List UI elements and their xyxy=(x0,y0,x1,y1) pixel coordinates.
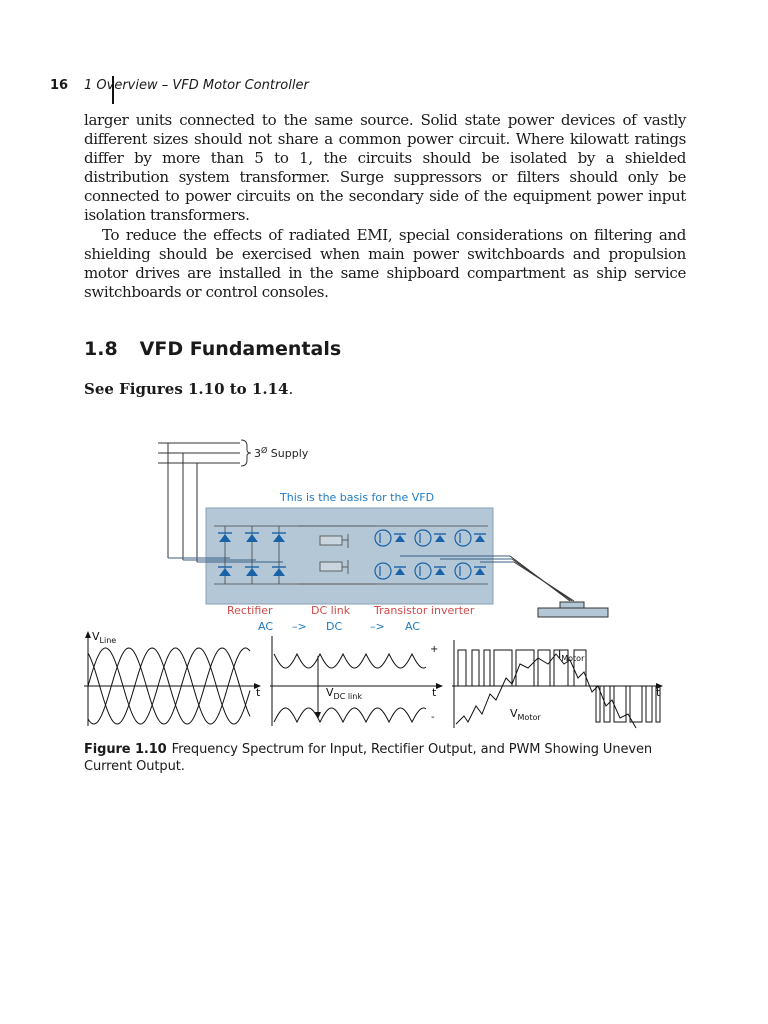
body-paragraph-1: larger units connected to the same source. Solid state power devices of vastly different sizes should not share a common power circuit. Where kilowatt ratings differ by more than 5 to 1, the circuits should be isolated by a shielded distribution system transformer. Surge suppressors or filters should only be connected to power circuits on the secondary side of the equipment power input isolation transformers. xyxy=(84,111,686,225)
see-figures-ref: See Figures 1.10 to 1.14 xyxy=(84,380,289,398)
arrow-label-2: –> xyxy=(370,620,385,633)
see-figures-period: . xyxy=(288,380,294,398)
section-number: 1.8 xyxy=(84,338,118,360)
arrow-label-1: –> xyxy=(292,620,307,633)
ac-input-label: AC xyxy=(258,620,274,633)
t-label-1: t xyxy=(256,686,261,699)
see-figures-line xyxy=(84,380,293,398)
minus-label: - xyxy=(431,712,435,723)
section-heading xyxy=(84,338,341,360)
inverter-label: Transistor inverter xyxy=(374,604,475,617)
figure-label: Figure 1.10 xyxy=(84,742,167,757)
ac-output-label: AC xyxy=(405,620,421,633)
dc-ripple-positive xyxy=(274,654,426,668)
panel-dc-link xyxy=(270,636,443,726)
plus-label: + xyxy=(430,644,439,655)
section-title: VFD Fundamentals xyxy=(139,338,342,360)
vfd-figure xyxy=(80,432,680,732)
page-number: 16 xyxy=(50,78,69,93)
panel-line-voltage xyxy=(84,630,261,726)
rectifier-label: Rectifier xyxy=(227,604,273,617)
t-label-2: t xyxy=(432,686,437,699)
figure-caption xyxy=(84,741,684,775)
motor-leads-diagonal xyxy=(510,556,574,601)
vmotor-label: $V_{Motor}$ xyxy=(510,707,541,722)
page-header xyxy=(40,76,740,104)
imotor-label: $I_{Motor}$ xyxy=(558,648,585,663)
vdc-label: $V_{DC link}$ xyxy=(326,686,362,701)
dc-label: DC xyxy=(326,620,343,633)
supply-brace xyxy=(241,440,251,466)
motor-symbol xyxy=(538,602,608,617)
running-head: 1 Overview – VFD Motor Controller xyxy=(84,78,309,93)
vline-label: $V_{Line}$ xyxy=(92,630,117,645)
motor-current-wave xyxy=(456,654,636,728)
dc-link-label: DC link xyxy=(311,604,351,617)
supply-label: $3^Ø$ Supply xyxy=(254,446,309,460)
figure-caption-text: Frequency Spectrum for Input, Rectifier Output, and PWM Showing Uneven Current Output. xyxy=(84,742,653,774)
basis-label: This is the basis for the VFD xyxy=(280,491,435,504)
t-label-3: t xyxy=(656,686,661,699)
dc-ripple-negative xyxy=(274,708,426,722)
body-paragraph-2: To reduce the effects of radiated EMI, special considerations on filtering and shielding should be exercised when main power switchboards and propulsion motor drives are installed in the same shipboard compartment as ship service switchboards or control consoles. xyxy=(84,226,686,302)
panel-pwm xyxy=(452,640,663,728)
